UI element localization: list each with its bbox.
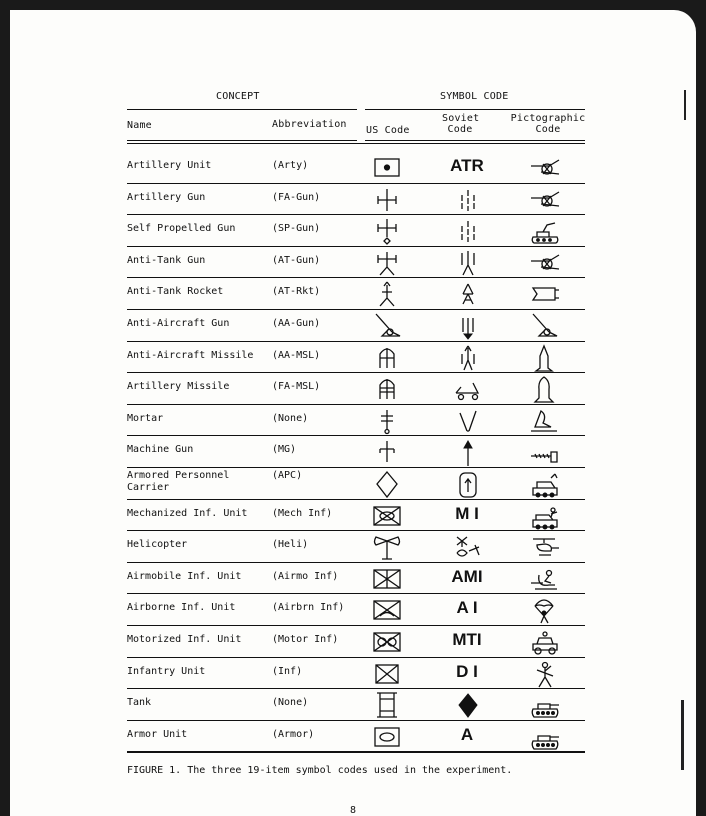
rotor-icon — [372, 533, 402, 561]
x-box-with-wings-icon — [372, 596, 402, 624]
arrow-in-rounded-box-icon — [453, 470, 483, 498]
header-soviet-line2: Code — [447, 124, 473, 135]
header-concept: CONCEPT — [216, 91, 260, 102]
concept-abbreviation: (MG) — [272, 444, 297, 456]
tank-ladder-icon — [372, 691, 402, 719]
sp-gun-cross-icon — [372, 217, 402, 245]
header-pictographic-code — [508, 113, 588, 135]
concept-name: Mechanized Inf. Unit — [127, 507, 248, 519]
table-row — [127, 342, 597, 374]
header-pictographic-line2: Code — [535, 124, 561, 135]
concept-name: Motorized Inf. Unit — [127, 634, 242, 645]
scan-mark — [684, 90, 686, 120]
aa-gun-lines-icon — [453, 312, 483, 340]
table-row — [127, 215, 597, 247]
soviet-code-text: A — [460, 724, 474, 744]
soviet-code-text: MTI — [452, 630, 482, 649]
tank-icon — [527, 691, 561, 719]
concept-name: Machine Gun — [127, 444, 194, 456]
header-rule-concept — [127, 109, 357, 110]
towed-gun-icon — [527, 249, 561, 277]
rocket-tube-icon — [527, 280, 561, 308]
soviet-code-text: ATR — [450, 156, 484, 175]
tank-icon — [527, 723, 561, 751]
concept-abbreviation: (AA-Gun) — [272, 318, 321, 329]
aa-gun-icon — [527, 312, 561, 340]
machine-gun-cross-icon — [372, 438, 402, 466]
table-row — [127, 689, 597, 721]
concept-abbreviation: (None) — [272, 412, 309, 424]
aa-gun-icon — [372, 312, 402, 340]
concept-abbreviation: (AA-MSL) — [272, 349, 321, 361]
table-row — [127, 594, 597, 626]
x-box-with-rotor-icon — [372, 565, 402, 593]
concept-name: Anti-Tank Gun — [127, 254, 206, 266]
figure-caption: FIGURE 1. The three 19-item symbol codes used in the experiment. — [127, 765, 513, 776]
table-row — [127, 152, 597, 184]
soviet-code-text: A I — [456, 598, 478, 618]
header-soviet-code — [442, 113, 478, 135]
concept-abbreviation: (Armor) — [272, 728, 315, 740]
concept-name: Self Propelled Gun — [127, 223, 236, 235]
soldier-rifle-icon — [527, 660, 561, 688]
table-row — [127, 626, 597, 658]
document-page — [10, 10, 696, 816]
concept-abbreviation: (Heli) — [272, 539, 309, 551]
table-row — [127, 468, 597, 500]
concept-name: Armor Unit — [127, 728, 188, 740]
x-box-icon — [372, 660, 402, 688]
rocket-launcher-icon — [453, 280, 483, 308]
concept-name: Anti-Tank Rocket — [127, 286, 224, 298]
apc-vehicle-icon — [527, 470, 561, 498]
soviet-code-text: AMI — [451, 566, 483, 586]
at-rocket-icon — [372, 280, 402, 308]
concept-abbreviation: (Airmo Inf) — [272, 570, 339, 582]
table-row — [127, 436, 597, 468]
header-rule-symbol — [365, 109, 585, 110]
concept-name: Mortar — [127, 412, 164, 424]
concept-name: Artillery Missile — [127, 381, 230, 393]
concept-abbreviation: (APC) — [272, 470, 303, 481]
table-row — [127, 531, 597, 563]
fa-missile-arch-icon — [372, 375, 402, 403]
concept-abbreviation: (Mech Inf) — [272, 507, 333, 519]
dot-in-rectangle-icon — [372, 154, 402, 182]
concept-abbreviation: (Inf) — [272, 665, 303, 677]
towed-gun-icon — [527, 186, 561, 214]
header-symbol-code: SYMBOL CODE — [440, 91, 509, 102]
diamond-icon — [372, 470, 402, 498]
aa-missile-arch-icon — [372, 344, 402, 372]
airmobile-soldier-icon — [527, 565, 561, 593]
scan-mark — [681, 700, 684, 770]
concept-abbreviation: (Motor Inf) — [272, 634, 339, 645]
mortar-icon — [527, 407, 561, 435]
missile-icon — [527, 344, 561, 372]
machine-gun-icon — [527, 438, 561, 466]
concept-abbreviation: (AT-Rkt) — [272, 286, 321, 298]
concept-abbreviation: (FA-MSL) — [272, 381, 321, 393]
gun-lines-icon — [453, 186, 483, 214]
mortar-cross-icon — [372, 407, 402, 435]
header-double-rule-1 — [127, 140, 357, 141]
missile-carrier-icon — [453, 375, 483, 403]
oval-in-box-icon — [372, 723, 402, 751]
up-arrow-icon — [453, 438, 483, 466]
header-abbreviation: Abbreviation — [272, 119, 347, 130]
aa-missile-lines-icon — [453, 344, 483, 372]
table-row — [127, 500, 597, 532]
header-pictographic-line1: Pictographic — [510, 113, 586, 124]
header-soviet-line1: Soviet — [442, 113, 480, 124]
table-row — [127, 278, 597, 310]
concept-name: Artillery Unit — [127, 160, 212, 171]
concept-name: Tank — [127, 697, 152, 709]
at-gun-icon — [372, 249, 402, 277]
helicopter-icon — [527, 533, 561, 561]
gun-cross-icon — [372, 186, 402, 214]
sp-gun-tank-icon — [527, 217, 561, 245]
concept-abbreviation: (Arty) — [272, 160, 309, 171]
table-row — [127, 721, 597, 753]
table-row — [127, 405, 597, 437]
table-row — [127, 658, 597, 690]
missile-outline-icon — [527, 375, 561, 403]
concept-abbreviation: (Airbrn Inf) — [272, 602, 345, 614]
mortar-bowl-icon — [453, 407, 483, 435]
header-double-rule-2 — [127, 143, 585, 144]
towed-gun-icon — [527, 154, 561, 182]
soviet-code-text: D I — [456, 661, 478, 681]
table-row — [127, 310, 597, 342]
header-name: Name — [127, 120, 152, 131]
page-number: 8 — [349, 805, 357, 816]
concept-name: Airmobile Inf. Unit — [127, 570, 242, 582]
concept-name: Armored Personnel Carrier — [127, 470, 230, 493]
filled-diamond-icon — [453, 691, 483, 719]
header-double-rule-3 — [365, 140, 585, 141]
table-row — [127, 563, 597, 595]
table-row — [127, 247, 597, 279]
concept-name: Airborne Inf. Unit — [127, 602, 236, 614]
concept-abbreviation: (AT-Gun) — [272, 254, 321, 266]
concept-abbreviation: (SP-Gun) — [272, 223, 321, 235]
concept-name: Artillery Gun — [127, 191, 206, 203]
gun-lines-icon — [453, 217, 483, 245]
concept-name: Infantry Unit — [127, 665, 206, 677]
concept-abbreviation: (None) — [272, 697, 309, 709]
header-us-code: US Code — [366, 125, 410, 136]
parachute-icon — [527, 596, 561, 624]
row-divider — [127, 751, 585, 753]
motor-vehicle-icon — [527, 628, 561, 656]
concept-name: Anti-Aircraft Gun — [127, 318, 230, 329]
concept-abbreviation: (FA-Gun) — [272, 191, 321, 203]
concept-name: Helicopter — [127, 539, 188, 551]
soviet-code-text: M I — [455, 503, 479, 523]
at-gun-lines-icon — [453, 249, 483, 277]
table-row — [127, 373, 597, 405]
x-box-with-wheels-icon — [372, 628, 402, 656]
concept-name: Anti-Aircraft Missile — [127, 349, 254, 361]
mech-vehicle-icon — [527, 502, 561, 530]
x-box-with-oval-icon — [372, 502, 402, 530]
table-row — [127, 184, 597, 216]
helicopter-sketch-icon — [453, 533, 483, 561]
